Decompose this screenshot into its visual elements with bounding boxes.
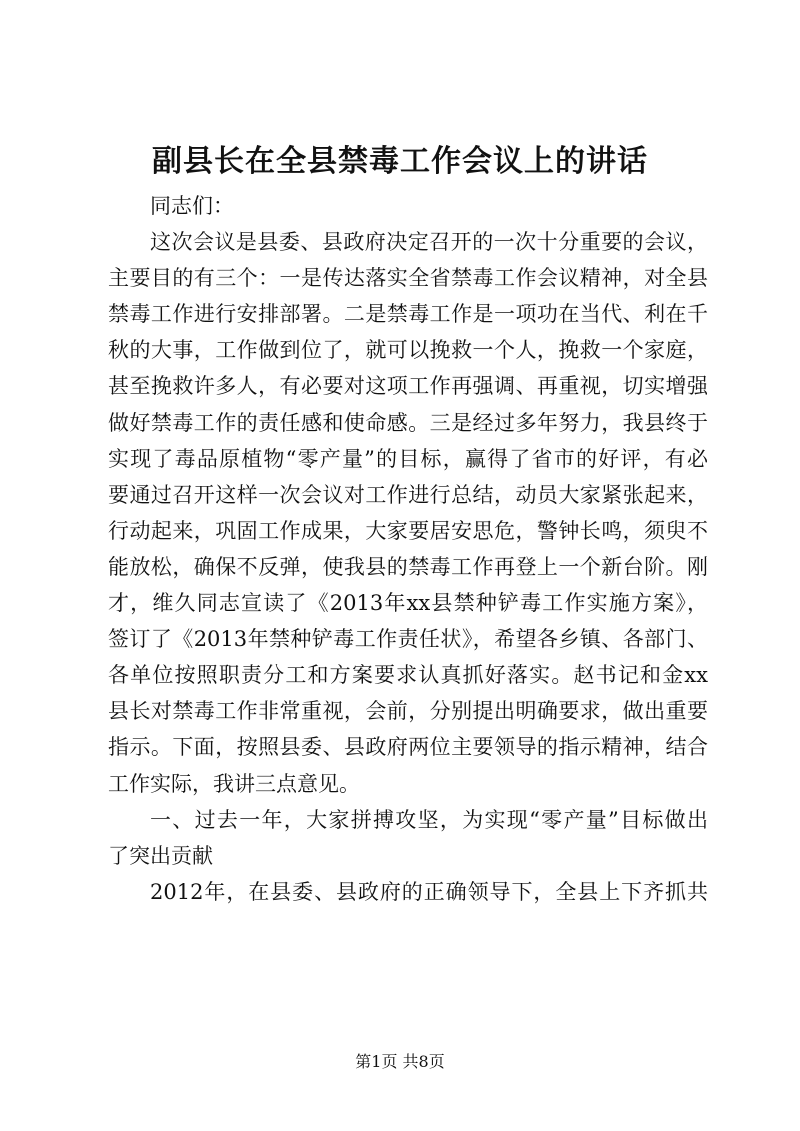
- paragraph-line: 各单位按照职责分工和方案要求认真抓好落实。赵书记和金xx: [108, 663, 708, 688]
- section-heading-line: 了突出贡献: [108, 843, 213, 868]
- paragraph-line: 实现了毒品原植物“零产量”的目标，赢得了省市的好评，有必: [108, 446, 708, 471]
- paragraph-line: 这次会议是县委、县政府决定召开的一次十分重要的会议，: [150, 230, 708, 255]
- paragraph-line: 指示。下面，按照县委、县政府两位主要领导的指示精神，结合: [108, 735, 708, 760]
- page-number-footer: 第1页 共8页: [355, 1052, 445, 1071]
- paragraph-line: 签订了《2013年禁种铲毒工作责任状》，希望各乡镇、各部门、: [108, 627, 708, 652]
- paragraph-line: 主要目的有三个：一是传达落实全省禁毒工作会议精神，对全县: [108, 266, 708, 291]
- paragraph-line: 县长对禁毒工作非常重视，会前，分别提出明确要求，做出重要: [108, 699, 708, 724]
- paragraph-line: 甚至挽救许多人，有必要对这项工作再强调、再重视，切实增强: [108, 374, 708, 399]
- paragraph-line: 做好禁毒工作的责任感和使命感。三是经过多年努力，我县终于: [108, 410, 708, 435]
- paragraph-line: 禁毒工作进行安排部署。二是禁毒工作是一项功在当代、利在千: [108, 302, 708, 327]
- paragraph-line: 工作实际，我讲三点意见。: [108, 771, 360, 796]
- paragraph-line: 秋的大事，工作做到位了，就可以挽救一个人，挽救一个家庭，: [108, 338, 708, 363]
- document-title: 副县长在全县禁毒工作会议上的讲话: [152, 144, 648, 179]
- paragraph-line: 2012年，在县委、县政府的正确领导下，全县上下齐抓共: [150, 879, 708, 904]
- paragraph-line: 能放松，确保不反弹，使我县的禁毒工作再登上一个新台阶。刚: [108, 554, 708, 579]
- document-body: [108, 188, 708, 910]
- paragraph-line: 才，维久同志宣读了《2013年xx县禁种铲毒工作实施方案》，: [108, 591, 708, 616]
- section-heading-line: 一、过去一年，大家拼搏攻坚，为实现“零产量”目标做出: [150, 807, 708, 832]
- paragraph-line: 行动起来，巩固工作成果，大家要居安思危，警钟长鸣，须臾不: [108, 518, 708, 543]
- salutation: 同志们：: [150, 194, 234, 218]
- paragraph-line: 要通过召开这样一次会议对工作进行总结，动员大家紧张起来，: [108, 482, 708, 507]
